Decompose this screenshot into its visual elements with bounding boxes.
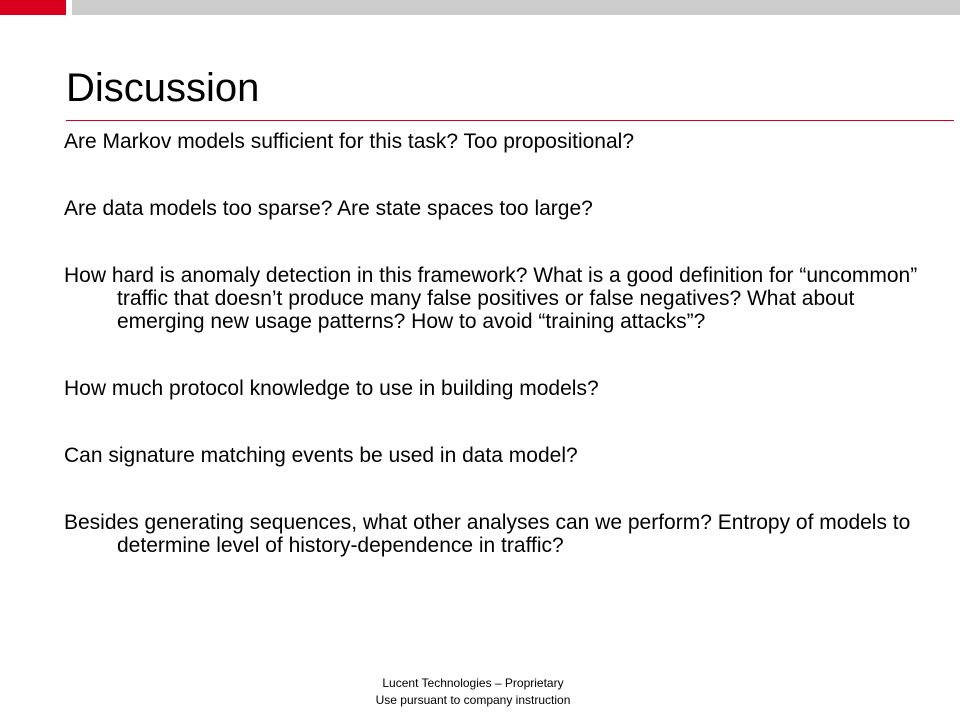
footer-notice: Use pursuant to company instruction xyxy=(375,693,571,707)
header-accent-bar xyxy=(0,0,66,15)
footer xyxy=(0,675,946,709)
discussion-item-protocol-knowledge: How much protocol knowledge to use in building models? xyxy=(64,377,599,400)
discussion-item-anomaly-detection: How hard is anomaly detection in this framework? What is a good definition for “uncommon” traffic that doesn’t produce many false positives or false negatives? What about emerging new usage patterns? How to avoid “training attacks”? xyxy=(64,264,918,333)
header-bar xyxy=(72,0,960,15)
discussion-item-signature-matching: Can signature matching events be used in data model? xyxy=(64,444,578,467)
discussion-item-other-analyses: Besides generating sequences, what other analyses can we perform? Entropy of models to determine level of history-dependence in traffic? xyxy=(64,511,911,557)
title-divider xyxy=(66,120,954,121)
footer-company: Lucent Technologies – Proprietary xyxy=(382,676,564,690)
slide-title: Discussion xyxy=(66,66,260,110)
discussion-item-sparsity: Are data models too sparse? Are state spaces too large? xyxy=(64,197,593,220)
discussion-list xyxy=(64,130,924,601)
discussion-item-markov: Are Markov models sufficient for this task? Too propositional? xyxy=(64,130,635,153)
